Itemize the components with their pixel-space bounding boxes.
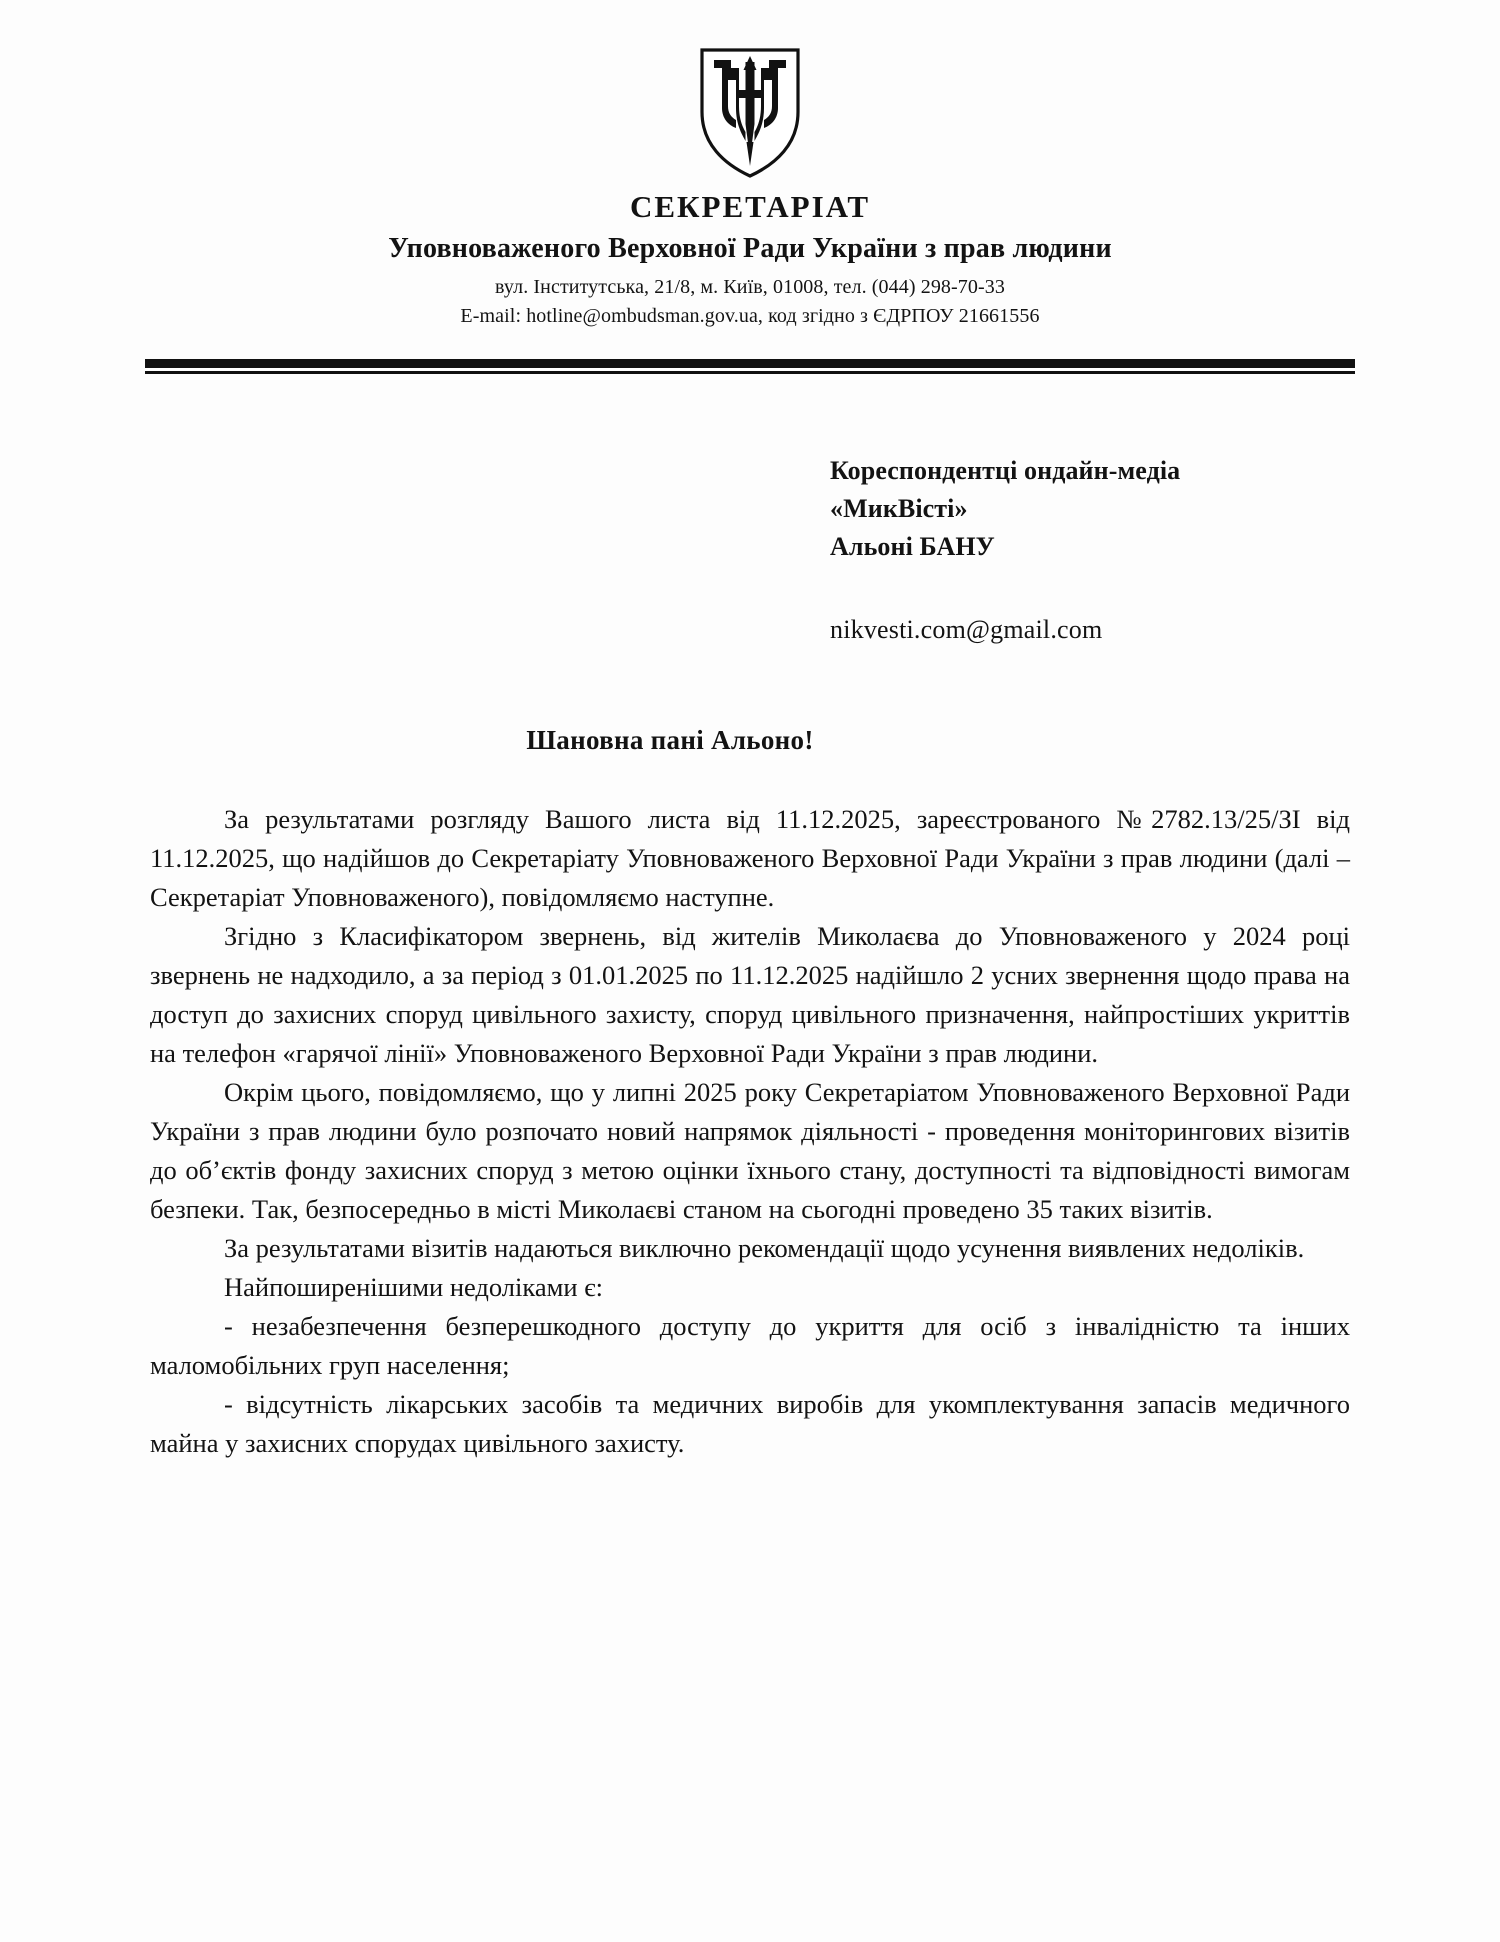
body-paragraph-1: За результатами розгляду Вашого листа від 11.12.2025, зареєстрованого №2782.13/25/ЗІ від 11.12.2025, що надійшов до Секретаріату Уповноваженого Верховної Ради України з прав людини (далі – Секретаріат Уповноваженого), повідомляємо наступне. bbox=[150, 804, 1350, 913]
addressee-outlet: «МикВісті» bbox=[830, 494, 968, 523]
body-paragraph-3: Окрім цього, повідомляємо, що у липні 2025 року Секретаріатом Уповноваженого Верховної Ради України з прав людини було розпочато новий напрямок діяльності - проведення моніторингових візитів до об’єктів фонду захисних споруд з метою оцінки їхнього стану, доступності та відповідності вимогам безпеки. Так, безпосередньо в місті Миколаєві станом на сьогодні проведено 35 таких візитів. bbox=[150, 1077, 1350, 1224]
letterhead bbox=[0, 190, 1500, 329]
body-list-item-1: - незабезпечення безперешкодного доступу до укриття для осіб з інвалідністю та інших маломобільних груп населення; bbox=[150, 1310, 1350, 1380]
body-paragraph-4: За результатами візитів надаються виключно рекомендації щодо усунення виявлених недоліків. bbox=[224, 1232, 1305, 1263]
organization-subtitle: Уповноваженого Верховної Ради України з прав людини bbox=[388, 232, 1112, 264]
addressee-email: nikvesti.com@gmail.com bbox=[830, 615, 1103, 645]
divider-thin-rule bbox=[145, 371, 1355, 374]
organization-address: вул. Інститутська, 21/8, м. Київ, 01008, тел. (044) 298-70-33 bbox=[495, 276, 1005, 299]
divider-thick-rule bbox=[145, 359, 1355, 368]
letter-body bbox=[150, 800, 1350, 1462]
body-paragraph-2: Згідно з Класифікатором звернень, від жителів Миколаєва до Уповноваженого у 2024 році звернень не надходило, а за період з 01.01.2025 по 11.12.2025 надійшло 2 усних звернення щодо права на доступ до захисних споруд цивільного захисту, споруд цивільного призначення, найпростіших укриттів на телефон «гарячої лінії» Уповноваженого Верховної Ради України з прав людини. bbox=[150, 921, 1350, 1069]
organization-email-line: E-mail: hotline@ombudsman.gov.ua, код згідно з ЄДРПОУ 21661556 bbox=[460, 305, 1040, 328]
body-list-item-2: - відсутність лікарських засобів та медичних виробів для укомплектування запасів медичного майна у захисних спорудах цивільного захисту. bbox=[150, 1388, 1350, 1458]
organization-title: СЕКРЕТАРІАТ bbox=[629, 189, 870, 224]
ukrainian-coat-of-arms-trident-icon bbox=[698, 46, 802, 178]
addressee-name: Альоні БАНУ bbox=[830, 531, 995, 561]
salutation: Шановна пані Альоно! bbox=[526, 725, 814, 756]
emblem-container bbox=[0, 0, 1500, 178]
body-paragraph-5: Найпоширенішими недоліками є: bbox=[224, 1271, 603, 1302]
addressee-block bbox=[830, 452, 1500, 565]
header-divider bbox=[145, 359, 1355, 374]
addressee-role: Кореспондентці ондайн-медіа bbox=[830, 456, 1181, 486]
